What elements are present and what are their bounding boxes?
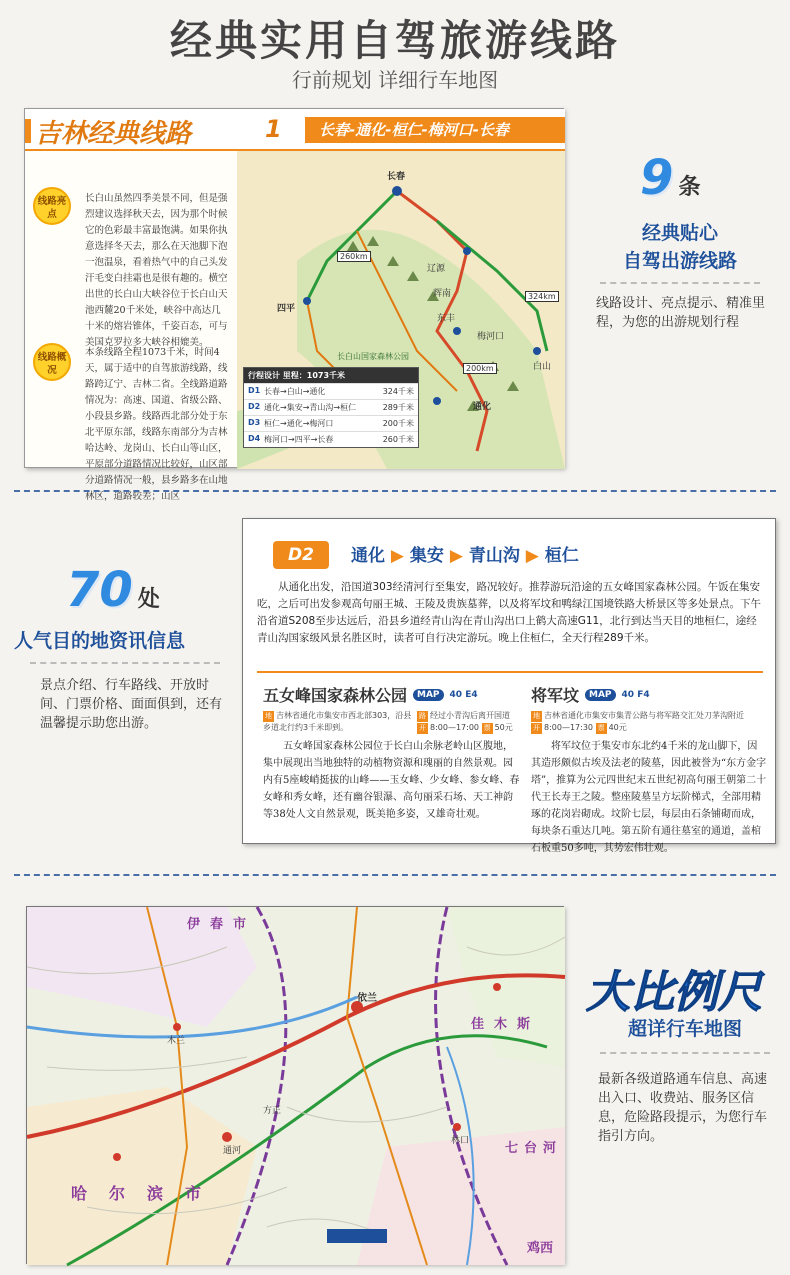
route-stop: 集安 [409, 546, 444, 566]
distance-label: 324km [525, 291, 559, 302]
map-label: 梅河口 [477, 332, 505, 342]
spot-address: 吉林省通化市集安市集青公路与将军路交汇处刀茅沟附近 [544, 711, 744, 720]
map-label: 佳木斯 [471, 1017, 541, 1032]
hours-icon: 开 [533, 724, 540, 732]
scale-heading: 大比例尺 [586, 967, 762, 1018]
spot-ticket: 40元 [608, 723, 627, 732]
section-divider [14, 874, 776, 876]
ticket-icon: 票 [483, 724, 491, 732]
map-label: 林口 [451, 1136, 470, 1146]
side1-divider [600, 282, 760, 284]
map-label: 长白山国家森林公园 [337, 352, 409, 361]
spot-title: 将军坟 [531, 686, 580, 705]
route-icon: 路 [419, 712, 426, 720]
address-icon: 地 [533, 712, 540, 720]
section-divider [14, 490, 776, 492]
side1-description: 线路设计、亮点提示、精准里程，为您的出游规划行程 [596, 296, 766, 330]
side3-description: 最新各级道路通车信息、高速出入口、收费站、服务区信息，危险路段提示，为您行车指引方向。 [598, 1072, 768, 1144]
map-label: 七台河 [505, 1141, 563, 1156]
arrow-icon: ▶ [390, 546, 410, 566]
map-label: 木兰 [167, 1036, 186, 1046]
map-ref: 40 E4 [449, 689, 478, 700]
side1-heading-2: 自驾出游线路 [622, 250, 737, 272]
map-label: 哈尔滨市 [71, 1184, 224, 1203]
map-label: 东丰 [437, 314, 456, 324]
itinerary-row: D2 通化→集安→青山沟→桓仁 289千米 [244, 399, 418, 415]
map-label: 辽源 [427, 264, 446, 274]
road-map-graphic [27, 907, 565, 1265]
spot-count-unit: 处 [137, 587, 160, 612]
route-number: 1 [265, 115, 282, 143]
map-label: 辉南 [433, 289, 452, 299]
map-tag: MAP [413, 689, 444, 701]
spot-card-wunufeng [263, 683, 521, 823]
itinerary-header: 行程设计 里程：1073千米 [244, 368, 418, 383]
spot-hours: 8:00—17:30 [544, 723, 594, 732]
map-tag: MAP [585, 689, 616, 701]
spot-count [66, 562, 160, 618]
map-label: 方正 [263, 1106, 282, 1116]
page-subtitle: 行前规划 详细行车地图 [291, 68, 499, 92]
day-badge: D2 [273, 541, 329, 569]
route-count-number: 9 [640, 150, 674, 206]
spot-card-jiangjunfen [531, 683, 767, 857]
spot-address: 吉林省通化市集安市西北部303，沿县乡道北行约3千米即到。 [263, 711, 412, 732]
map-label: 通化 [473, 402, 492, 412]
route-count-unit: 条 [678, 175, 701, 200]
side3-divider [600, 1052, 770, 1054]
map-label: 通河 [223, 1146, 242, 1156]
map-label: 依兰 [357, 993, 377, 1004]
map-ref: 40 F4 [621, 689, 650, 700]
spot-description: 将军坟位于集安市东北约4千米的龙山脚下，因其造形颇似古埃及法老的陵墓，因此被誉为“东方金字塔”，推算为公元四世纪末五世纪初高句丽王朝第二十代王长寿王之陵。整座陵墓呈方坛阶梯式，全部用精琢的花岗岩砌成。坟阶七层，每层由石条铺砌而成，每块条石重达几吨。第五阶有通往墓室的通道，盖棺石板重50多吨，其势宏伟壮观。 [531, 741, 767, 854]
route-title: 吉林经典线路 [35, 119, 192, 149]
side3-heading: 超详行车地图 [627, 1018, 742, 1040]
spot-route: 经过小青沟后离开国道 [430, 711, 510, 720]
route-page-preview [24, 108, 564, 502]
hours-icon: 开 [419, 724, 426, 732]
map-label: 鸡西 [527, 1241, 554, 1256]
header-accent-bar [25, 119, 31, 143]
day-route [351, 541, 579, 566]
arrow-icon: ▶ [525, 546, 545, 566]
highlight-text: 长白山虽然四季美景不同，但是强烈建议选择秋天去，因为那个时候它的色彩最丰富最饱满。如果你执意选择冬天去，那么在天池脚下泡一泡温泉，看着热气中的自己头发汗毛变白挂霜也是很有趣的。横空出世的长白山大峡谷位于长白山天池西麓20千米处，峡谷中高达几十米的熔岩锥体，千姿百态，可与美国克罗拉多大峡谷相媲美。 [85, 193, 228, 348]
map-label: 白山 [533, 362, 552, 372]
day-intro: 从通化出发，沿国道303经清河行至集安，路况较好。推荐游玩沿途的五女峰国家森林公园。午饭在集安吃，之后可出发参观高句丽王城、王陵及贵族墓葬，以及将军坟和鸭绿江国境铁路大桥景区等多处景点。下午沿省道S208至步达远后，沿县乡道经青山沟在青山沟出口上鹤大高速G11，北行到达当天目的地桓仁，途经青山沟国家级风景名胜区时，读者可自行决定游玩。晚上住桓仁，全天行程289千米。 [257, 581, 761, 644]
ticket-icon: 票 [597, 724, 605, 732]
distance-label: 260km [337, 251, 371, 262]
route-header [25, 109, 565, 151]
spot-count-number: 70 [66, 562, 133, 618]
spot-ticket: 50元 [494, 723, 513, 732]
side2-description: 景点介绍、行车路线、开放时间、门票价格、面面俱到，还有温馨提示助您出游。 [40, 678, 223, 731]
distance-label: 200km [463, 363, 497, 374]
map-label: 四平 [277, 304, 296, 314]
overview-badge: 线路概况 [33, 343, 71, 381]
side2-heading: 人气目的地资讯信息 [14, 630, 186, 652]
map-label: 伊春市 [187, 917, 257, 932]
itinerary-row: D4 梅河口→四平→长春 260千米 [244, 431, 418, 447]
itinerary-row: D1 长春→白山→通化 324千米 [244, 383, 418, 399]
spot-description: 五女峰国家森林公园位于长白山余脉老岭山区腹地，集中展现出当地独特的动植物资源和瑰丽的自然景观。园内有5座峻峭挺拔的山峰——玉女峰、少女峰、参女峰、春女峰和秀女峰，还有幽谷银瀑、高句丽采石场、天工神韵等38处人文自然景观，既美艳多姿，又雄奇壮观。 [263, 741, 520, 820]
page-title: 经典实用自驾旅游线路 [169, 16, 620, 65]
arrow-icon: ▶ [449, 546, 469, 566]
route-stop: 桓仁 [544, 546, 579, 566]
highlight-badge: 线路亮点 [33, 187, 71, 225]
map-label: 长春 [387, 172, 406, 182]
address-icon: 地 [265, 712, 272, 720]
overview-text: 本条线路全程1073千米，时间4天，属于适中的自驾旅游线路，线路跨辽宁、吉林二省。全线路道路情况为：高速、国道、省级公路、小段县乡路。线路西北部分处于东北平原东部，线路东南部分为吉林哈达岭、龙岗山、长白山等山区，平原部分道路情况比较好，山区部分道路情况一般，县乡路多在山地林区，道路较差；山区 [85, 347, 228, 502]
attraction-page-preview [242, 518, 776, 854]
itinerary-table [243, 367, 419, 448]
road-map-preview [26, 906, 564, 1264]
spot-hours: 8:00—17:00 [430, 723, 480, 732]
side2-divider [30, 662, 220, 664]
intro-divider [257, 671, 763, 673]
itinerary-row: D3 桓仁→通化→梅河口 200千米 [244, 415, 418, 431]
route-stop: 青山沟 [468, 546, 520, 566]
route-stop: 通化 [351, 546, 385, 566]
route-path-banner: 长春-通化-桓仁-梅河口-长春 [305, 117, 565, 143]
spot-title: 五女峰国家森林公园 [263, 686, 408, 705]
route-count [640, 150, 701, 206]
side1-heading-1: 经典贴心 [641, 222, 718, 244]
